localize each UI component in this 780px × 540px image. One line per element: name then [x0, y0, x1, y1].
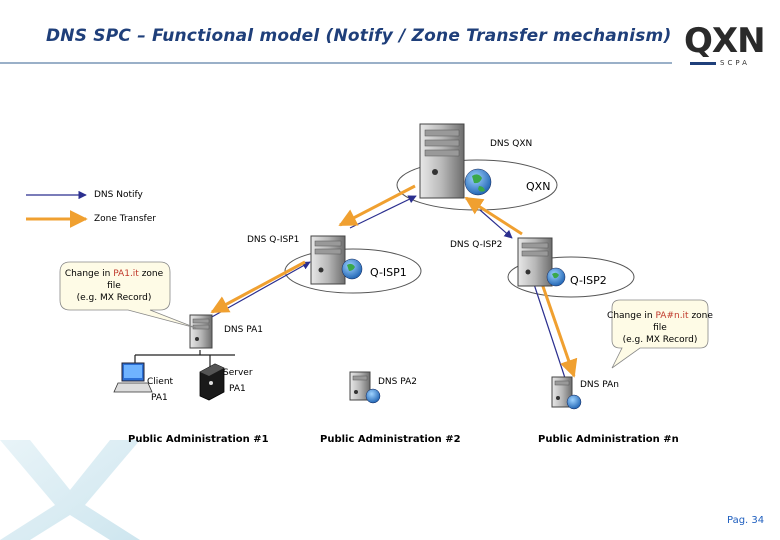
- server-pa-label: PA1: [229, 384, 246, 394]
- left-callout-line2: file: [107, 281, 121, 291]
- right-callout-line2: file: [653, 323, 667, 333]
- notify-arrow-pa1-to-isp1: [210, 262, 310, 318]
- page-number: Pag. 34: [727, 515, 765, 526]
- right-callout-prefix: Change in: [607, 311, 656, 321]
- client-label: Client: [147, 377, 174, 387]
- notify-arrow-isp1-to-qxn: [350, 196, 416, 228]
- logo-subtext: SCPA: [720, 59, 750, 67]
- notify-arrow-pan-to-isp2: [530, 272, 565, 378]
- left-callout-line3: (e.g. MX Record): [76, 293, 152, 303]
- left-callout-prefix: Change in: [64, 269, 114, 279]
- dns-pa1-label: DNS PA1: [224, 325, 263, 335]
- left-callout-text: [48, 268, 180, 304]
- pa2-globe-icon: [366, 389, 380, 403]
- dns-qxn-server-icon: [420, 124, 464, 198]
- dns-qisp1-server-icon: [311, 236, 345, 284]
- right-callout-suffix: zone: [688, 311, 713, 321]
- pa1-lan-links: [135, 350, 235, 367]
- group-pa2-label: Public Administration #2: [320, 434, 461, 445]
- dns-pa1-server-icon: [190, 315, 212, 348]
- dns-qisp2-server-icon: [518, 238, 552, 286]
- logo-text: QXN: [684, 21, 765, 61]
- transfer-arrow-qxn-to-isp1: [340, 186, 415, 225]
- transfer-arrow-isp1-to-pa1: [212, 262, 305, 312]
- transfer-arrow-isp2-to-pan: [538, 272, 574, 376]
- page-title: DNS SPC – Functional model (Notify / Zone Transfer mechanism): [46, 26, 672, 46]
- qisp1-domain-label: Q-ISP1: [370, 266, 407, 279]
- legend-transfer-label: Zone Transfer: [94, 214, 156, 224]
- qxn-domain-label: QXN: [526, 180, 551, 193]
- transfer-arrow-isp2-to-qxn: [466, 198, 522, 234]
- left-callout-suffix: zone: [138, 269, 164, 279]
- dns-pan-label: DNS PAn: [580, 380, 619, 390]
- dns-qisp1-label: DNS Q-ISP1: [247, 235, 300, 245]
- dns-qxn-label: DNS QXN: [490, 139, 533, 149]
- server-label: Server: [223, 368, 253, 378]
- group-pa1-label: Public Administration #1: [128, 434, 269, 445]
- right-callout-line3: (e.g. MX Record): [622, 335, 698, 345]
- qisp2-domain-label: Q-ISP2: [570, 274, 607, 287]
- dns-pa2-label: DNS PA2: [378, 377, 417, 387]
- left-callout-domain: PA1.it: [113, 269, 139, 279]
- client-pa-label: PA1: [151, 393, 168, 403]
- dns-qisp2-label: DNS Q-ISP2: [450, 240, 503, 250]
- background-x-watermark: [0, 440, 140, 540]
- server-pa1-tower-icon: [200, 364, 224, 400]
- group-pan-label: Public Administration #n: [538, 434, 679, 445]
- right-callout-text: [600, 310, 720, 346]
- right-callout-domain: PA#n.it: [655, 311, 689, 321]
- pan-globe-icon: [567, 395, 581, 409]
- legend-notify-label: DNS Notify: [94, 190, 143, 200]
